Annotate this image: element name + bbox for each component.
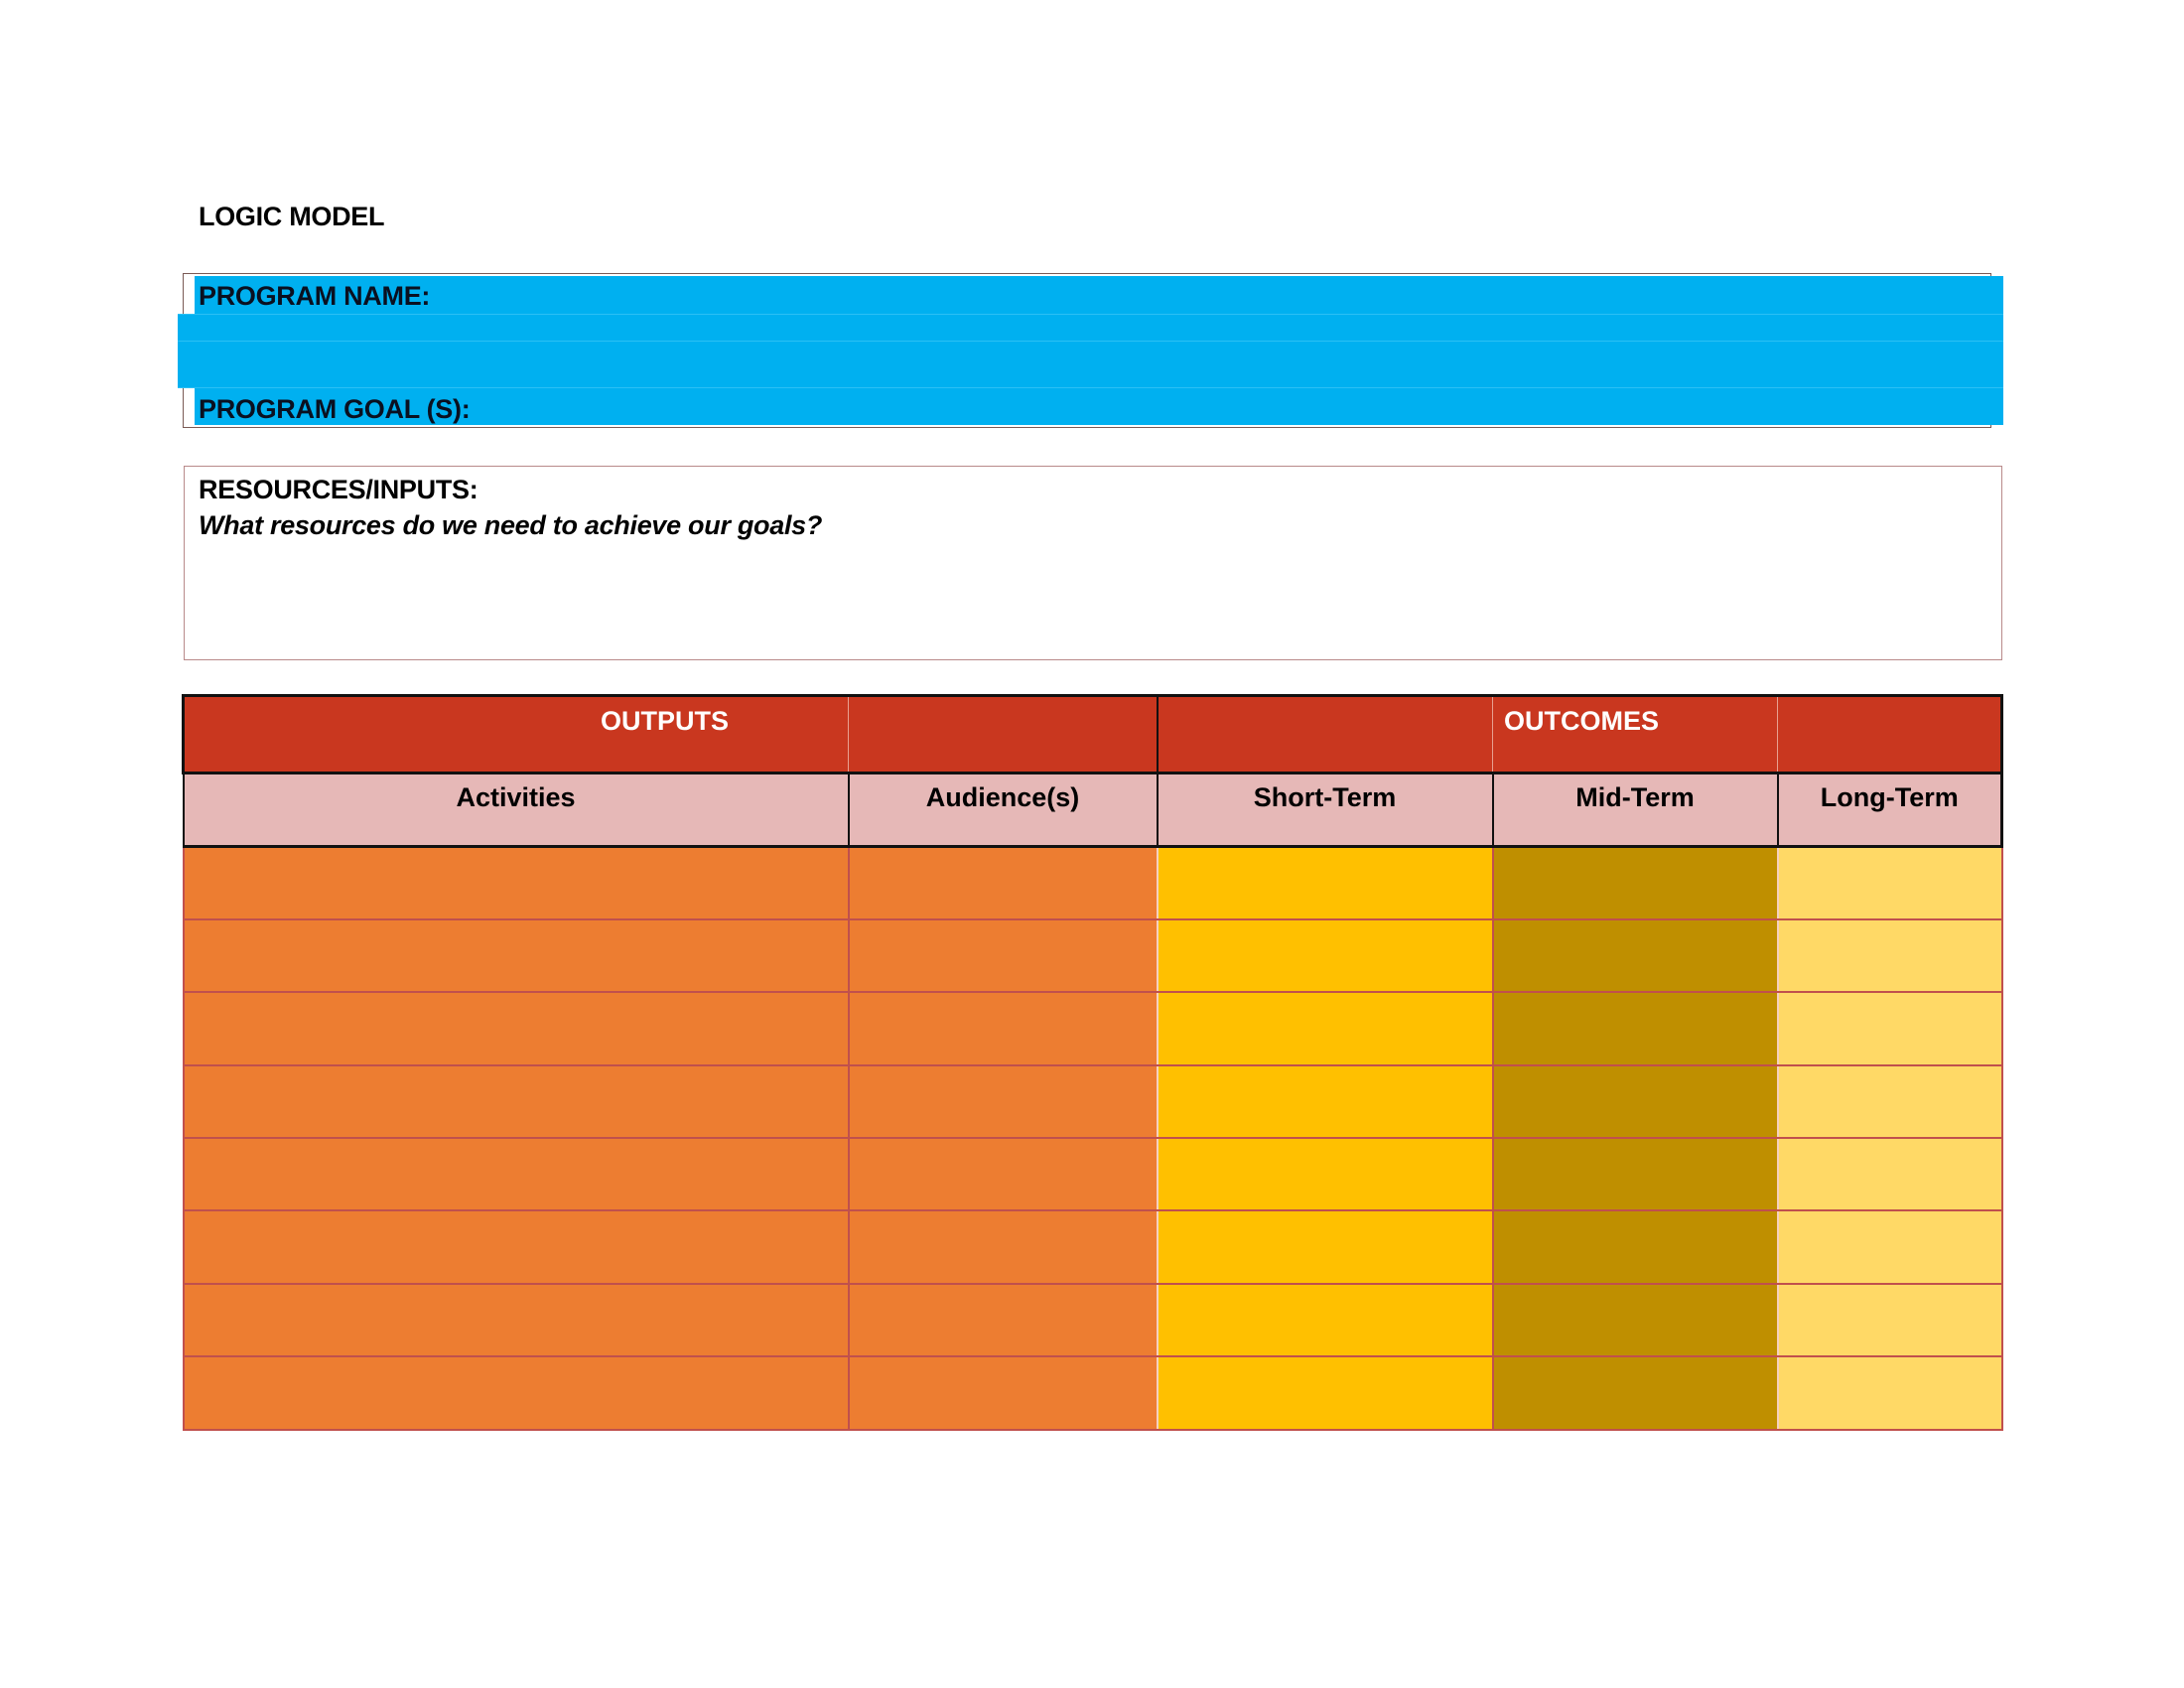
table-row — [184, 1138, 2002, 1210]
table-row — [184, 1356, 2002, 1429]
header-blank — [1158, 696, 1493, 774]
mid-term-cell[interactable] — [1493, 1210, 1778, 1283]
header-outcomes: OUTCOMES — [1493, 696, 1778, 774]
short-term-cell[interactable] — [1158, 1065, 1493, 1138]
activities-cell[interactable] — [184, 1065, 849, 1138]
activities-cell[interactable] — [184, 992, 849, 1064]
program-name-label: PROGRAM NAME: — [199, 281, 431, 311]
short-term-cell[interactable] — [1158, 992, 1493, 1064]
table-row — [184, 992, 2002, 1064]
short-term-cell[interactable] — [1158, 1210, 1493, 1283]
table-row — [184, 1210, 2002, 1283]
long-term-cell[interactable] — [1778, 1065, 2002, 1138]
header-blank — [849, 696, 1158, 774]
table-row — [184, 1065, 2002, 1138]
column-header-audiences: Audience(s) — [849, 774, 1158, 847]
header-blank — [1778, 696, 2002, 774]
short-term-cell[interactable] — [1158, 1356, 1493, 1429]
activities-cell[interactable] — [184, 1284, 849, 1356]
short-term-cell[interactable] — [1158, 1284, 1493, 1356]
table-row — [184, 847, 2002, 919]
audience-cell[interactable] — [849, 847, 1158, 919]
audience-cell[interactable] — [849, 1284, 1158, 1356]
audience-cell[interactable] — [849, 1065, 1158, 1138]
long-term-cell[interactable] — [1778, 1138, 2002, 1210]
mid-term-cell[interactable] — [1493, 1284, 1778, 1356]
long-term-cell[interactable] — [1778, 992, 2002, 1064]
audience-cell[interactable] — [849, 1210, 1158, 1283]
long-term-cell[interactable] — [1778, 919, 2002, 992]
mid-term-cell[interactable] — [1493, 847, 1778, 919]
program-row-divider — [178, 341, 2003, 342]
header-outputs: OUTPUTS — [184, 696, 849, 774]
program-row-divider — [178, 387, 2003, 388]
long-term-cell[interactable] — [1778, 847, 2002, 919]
table-row — [184, 919, 2002, 992]
logic-model-table — [182, 694, 2003, 1431]
activities-cell[interactable] — [184, 1356, 849, 1429]
audience-cell[interactable] — [849, 992, 1158, 1064]
column-header-mid-term: Mid-Term — [1493, 774, 1778, 847]
mid-term-cell[interactable] — [1493, 992, 1778, 1064]
activities-cell[interactable] — [184, 847, 849, 919]
program-goal-label: PROGRAM GOAL (S): — [199, 394, 471, 424]
activities-cell[interactable] — [184, 1210, 849, 1283]
audience-cell[interactable] — [849, 919, 1158, 992]
document-title: LOGIC MODEL — [199, 202, 385, 231]
resources-inputs-question: What resources do we need to achieve our goals? — [199, 510, 823, 540]
activities-cell[interactable] — [184, 1138, 849, 1210]
program-row-divider — [178, 314, 2003, 315]
long-term-cell[interactable] — [1778, 1284, 2002, 1356]
group-header-row — [184, 696, 2002, 774]
long-term-cell[interactable] — [1778, 1210, 2002, 1283]
column-header-activities: Activities — [184, 774, 849, 847]
resources-inputs-label: RESOURCES/INPUTS: — [199, 475, 478, 504]
mid-term-cell[interactable] — [1493, 1065, 1778, 1138]
column-header-long-term: Long-Term — [1778, 774, 2002, 847]
short-term-cell[interactable] — [1158, 919, 1493, 992]
column-header-short-term: Short-Term — [1158, 774, 1493, 847]
program-info-highlight-extension — [178, 314, 198, 387]
mid-term-cell[interactable] — [1493, 919, 1778, 992]
long-term-cell[interactable] — [1778, 1356, 2002, 1429]
short-term-cell[interactable] — [1158, 847, 1493, 919]
activities-cell[interactable] — [184, 919, 849, 992]
column-header-row — [184, 774, 2002, 847]
mid-term-cell[interactable] — [1493, 1138, 1778, 1210]
audience-cell[interactable] — [849, 1356, 1158, 1429]
table-row — [184, 1284, 2002, 1356]
mid-term-cell[interactable] — [1493, 1356, 1778, 1429]
program-name-field[interactable] — [477, 318, 1966, 338]
short-term-cell[interactable] — [1158, 1138, 1493, 1210]
audience-cell[interactable] — [849, 1138, 1158, 1210]
